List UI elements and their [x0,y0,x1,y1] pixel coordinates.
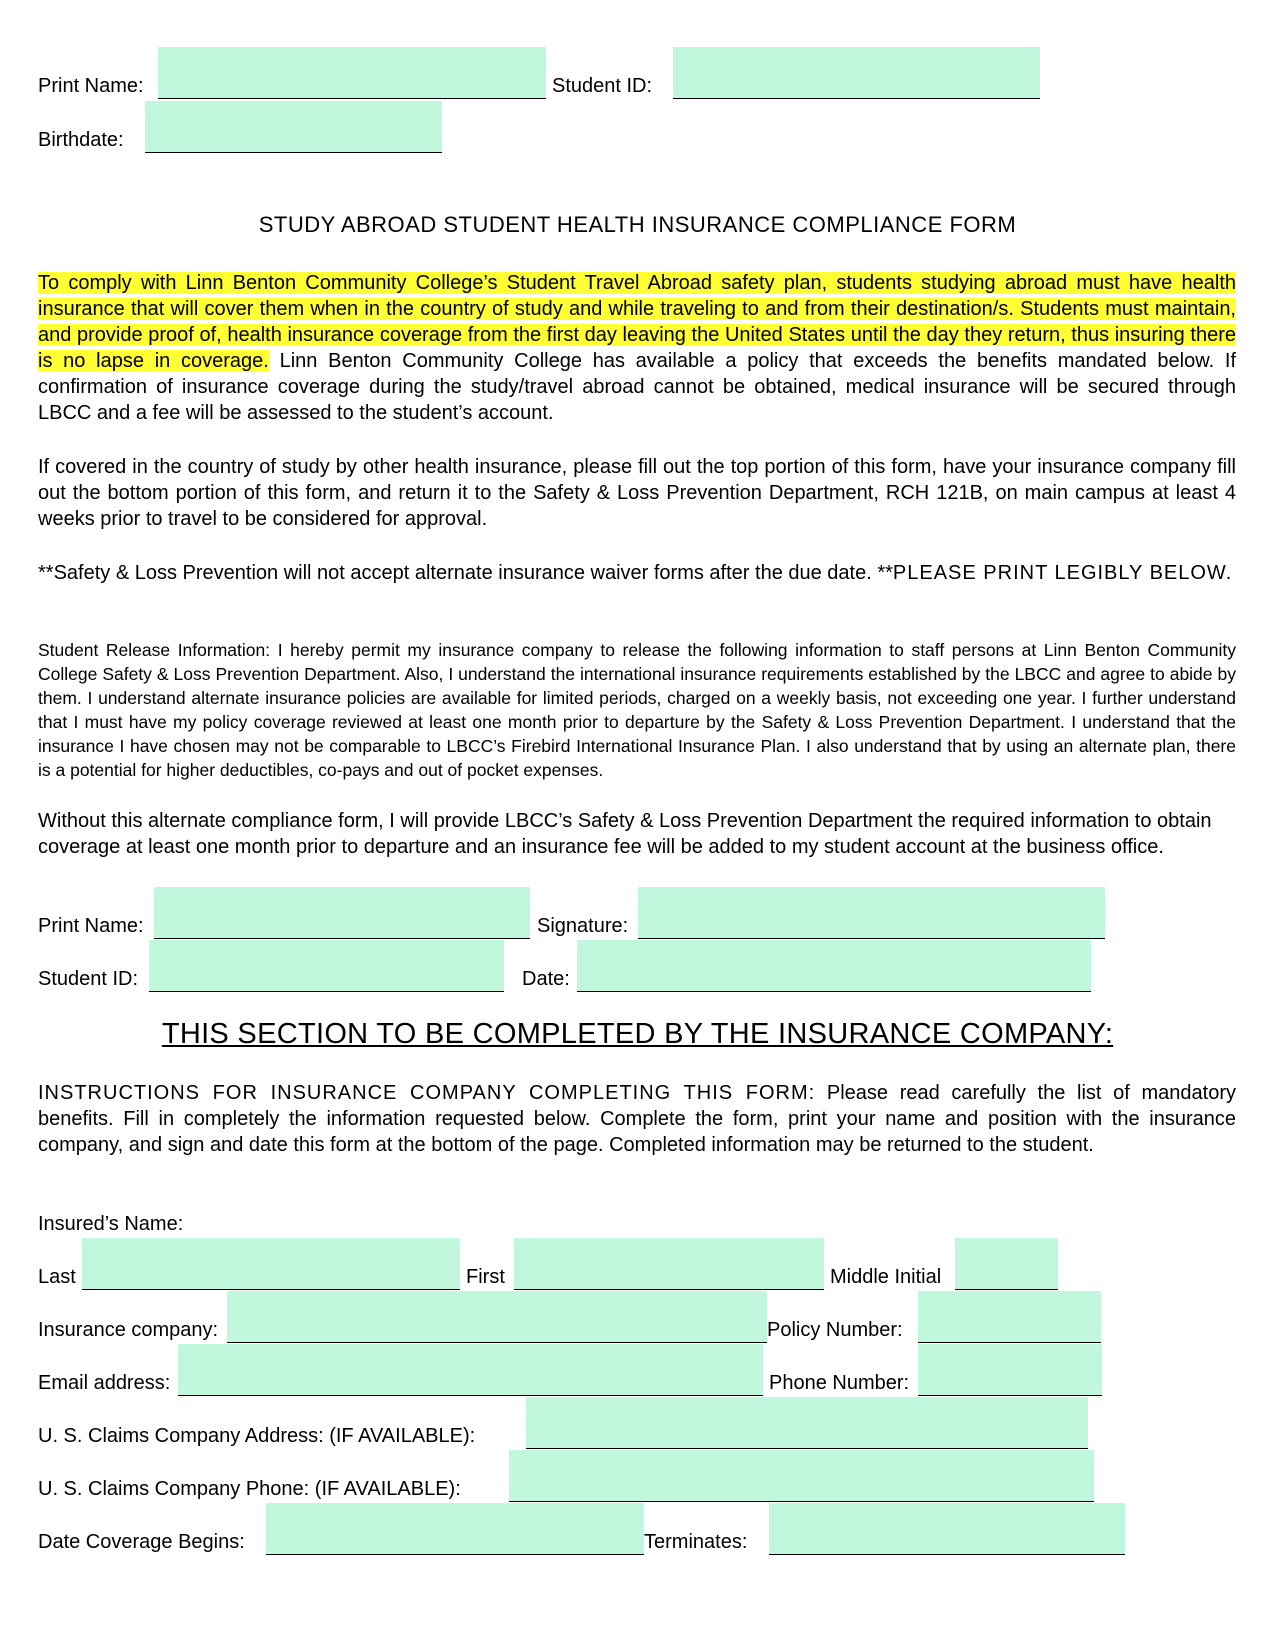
without-paragraph: Without this alternate compliance form, I will provide LBCC’s Safety & Loss Prevention Department the required information to obtain coverage at least one month prior to departure and an insurance fee will be added to my student account at the business office. [38,810,1212,858]
notice-text: **Safety & Loss Prevention will not accept alternate insurance waiver forms after the due date. ** [38,562,893,584]
student-id-field[interactable] [673,47,1040,99]
insured-name-heading: Insured’s Name: [38,1213,184,1235]
claims-phone-field[interactable] [509,1450,1094,1502]
insurance-company-field[interactable] [227,1291,767,1343]
email-label: Email address: [38,1372,171,1394]
date-field[interactable] [577,940,1091,992]
claims-phone-label: U. S. Claims Company Phone: (IF AVAILABLE): [38,1478,461,1500]
print-name-field[interactable] [158,47,546,99]
first-name-field[interactable] [514,1238,824,1290]
claims-address-label: U. S. Claims Company Address: (IF AVAILABLE): [38,1425,476,1447]
sign-print-name-field[interactable] [154,887,530,939]
release-text: I hereby permit my insurance company to release the following information to staff persons at Linn Benton Community College Safety & Loss Prevention Department. Also, I understand the international insurance requirements established by the LBCC and agree to abide by them. I understand alternate insurance policies are available for limited periods, charged on a weekly basis, not exceeding one year. I further understand that I must have my policy coverage reviewed at least one month prior to departure by the Safety & Loss Prevention Department. I understand that the insurance I have chosen may not be comparable to LBCC’s Firebird International Insurance Plan. I also understand that by using an alternate plan, there is a potential for higher deductibles, co-pays and out of pocket expenses. [38,640,1236,780]
birthdate-label: Birthdate: [38,129,124,151]
email-field[interactable] [178,1344,763,1396]
signature-label: Signature: [537,915,629,937]
last-name-field[interactable] [82,1238,460,1290]
insurance-section-title: THIS SECTION TO BE COMPLETED BY THE INSURANCE COMPANY: [161,1018,1114,1050]
sign-print-name-label: Print Name: [38,915,144,937]
middle-initial-label: Middle Initial [830,1266,942,1288]
claims-address-field[interactable] [526,1397,1088,1449]
signature-field[interactable] [638,887,1105,939]
instructions-text: Please read carefully the list of mandatory benefits. Fill in completely the information requested below. Complete the form, print your name and position with the insurance company, and sign and date this form at the bottom of the page. Completed information may be returned to the student. [38,1082,1236,1156]
birthdate-field[interactable] [145,101,442,153]
coverage-begins-label: Date Coverage Begins: [38,1531,245,1553]
sign-student-id-field[interactable] [149,940,504,992]
intro-rest: Linn Benton Community College has available a policy that exceeds the benefits mandated below. If confirmation of insurance coverage during the study/travel abroad cannot be obtained, medical insurance will be secured through LBCC and a fee will be assessed to the student’s account. [38,350,1236,424]
print-name-label: Print Name: [38,75,144,97]
instructions-paragraph [38,1080,1236,1158]
release-paragraph [38,638,1236,782]
last-label: Last [38,1266,76,1288]
insurance-company-label: Insurance company: [38,1319,219,1341]
instructions-caps: INSTRUCTIONS FOR INSURANCE COMPANY COMPLETING THIS FORM: [38,1082,816,1104]
notice-paragraph [38,560,1236,586]
first-label: First [466,1266,505,1288]
student-id-label: Student ID: [552,75,653,97]
terminates-field[interactable] [769,1503,1125,1555]
terminates-label: Terminates: [644,1531,748,1553]
policy-number-label: Policy Number: [767,1319,903,1341]
sign-student-id-label: Student ID: [38,968,139,990]
release-label: Student Release Information: [38,640,271,660]
intro-paragraph [38,270,1236,426]
phone-label: Phone Number: [769,1372,910,1394]
middle-initial-field[interactable] [955,1238,1058,1290]
date-label: Date: [522,968,570,990]
notice-caps: PLEASE PRINT LEGIBLY BELOW. [892,562,1233,584]
form-title: STUDY ABROAD STUDENT HEALTH INSURANCE COMPLIANCE FORM [258,212,1017,237]
policy-number-field[interactable] [918,1291,1101,1343]
phone-field[interactable] [918,1344,1102,1396]
intro-highlighted: To comply with Linn Benton Community College’s Student Travel Abroad safety plan, students studying abroad must have health insurance that will cover them when in the country of study and while traveling to and from their destination/s. Students must maintain, and provide proof of, health insurance coverage from the first day leaving the United States until the day they return, thus insuring there is no lapse in coverage. [38,272,1236,372]
coverage-begins-field[interactable] [266,1503,644,1555]
covered-paragraph: If covered in the country of study by other health insurance, please fill out the top portion of this form, have your insurance company fill out the bottom portion of this form, and return it to the Safety & Loss Prevention Department, RCH 121B, on main campus at least 4 weeks prior to travel to be considered for approval. [38,456,1236,530]
